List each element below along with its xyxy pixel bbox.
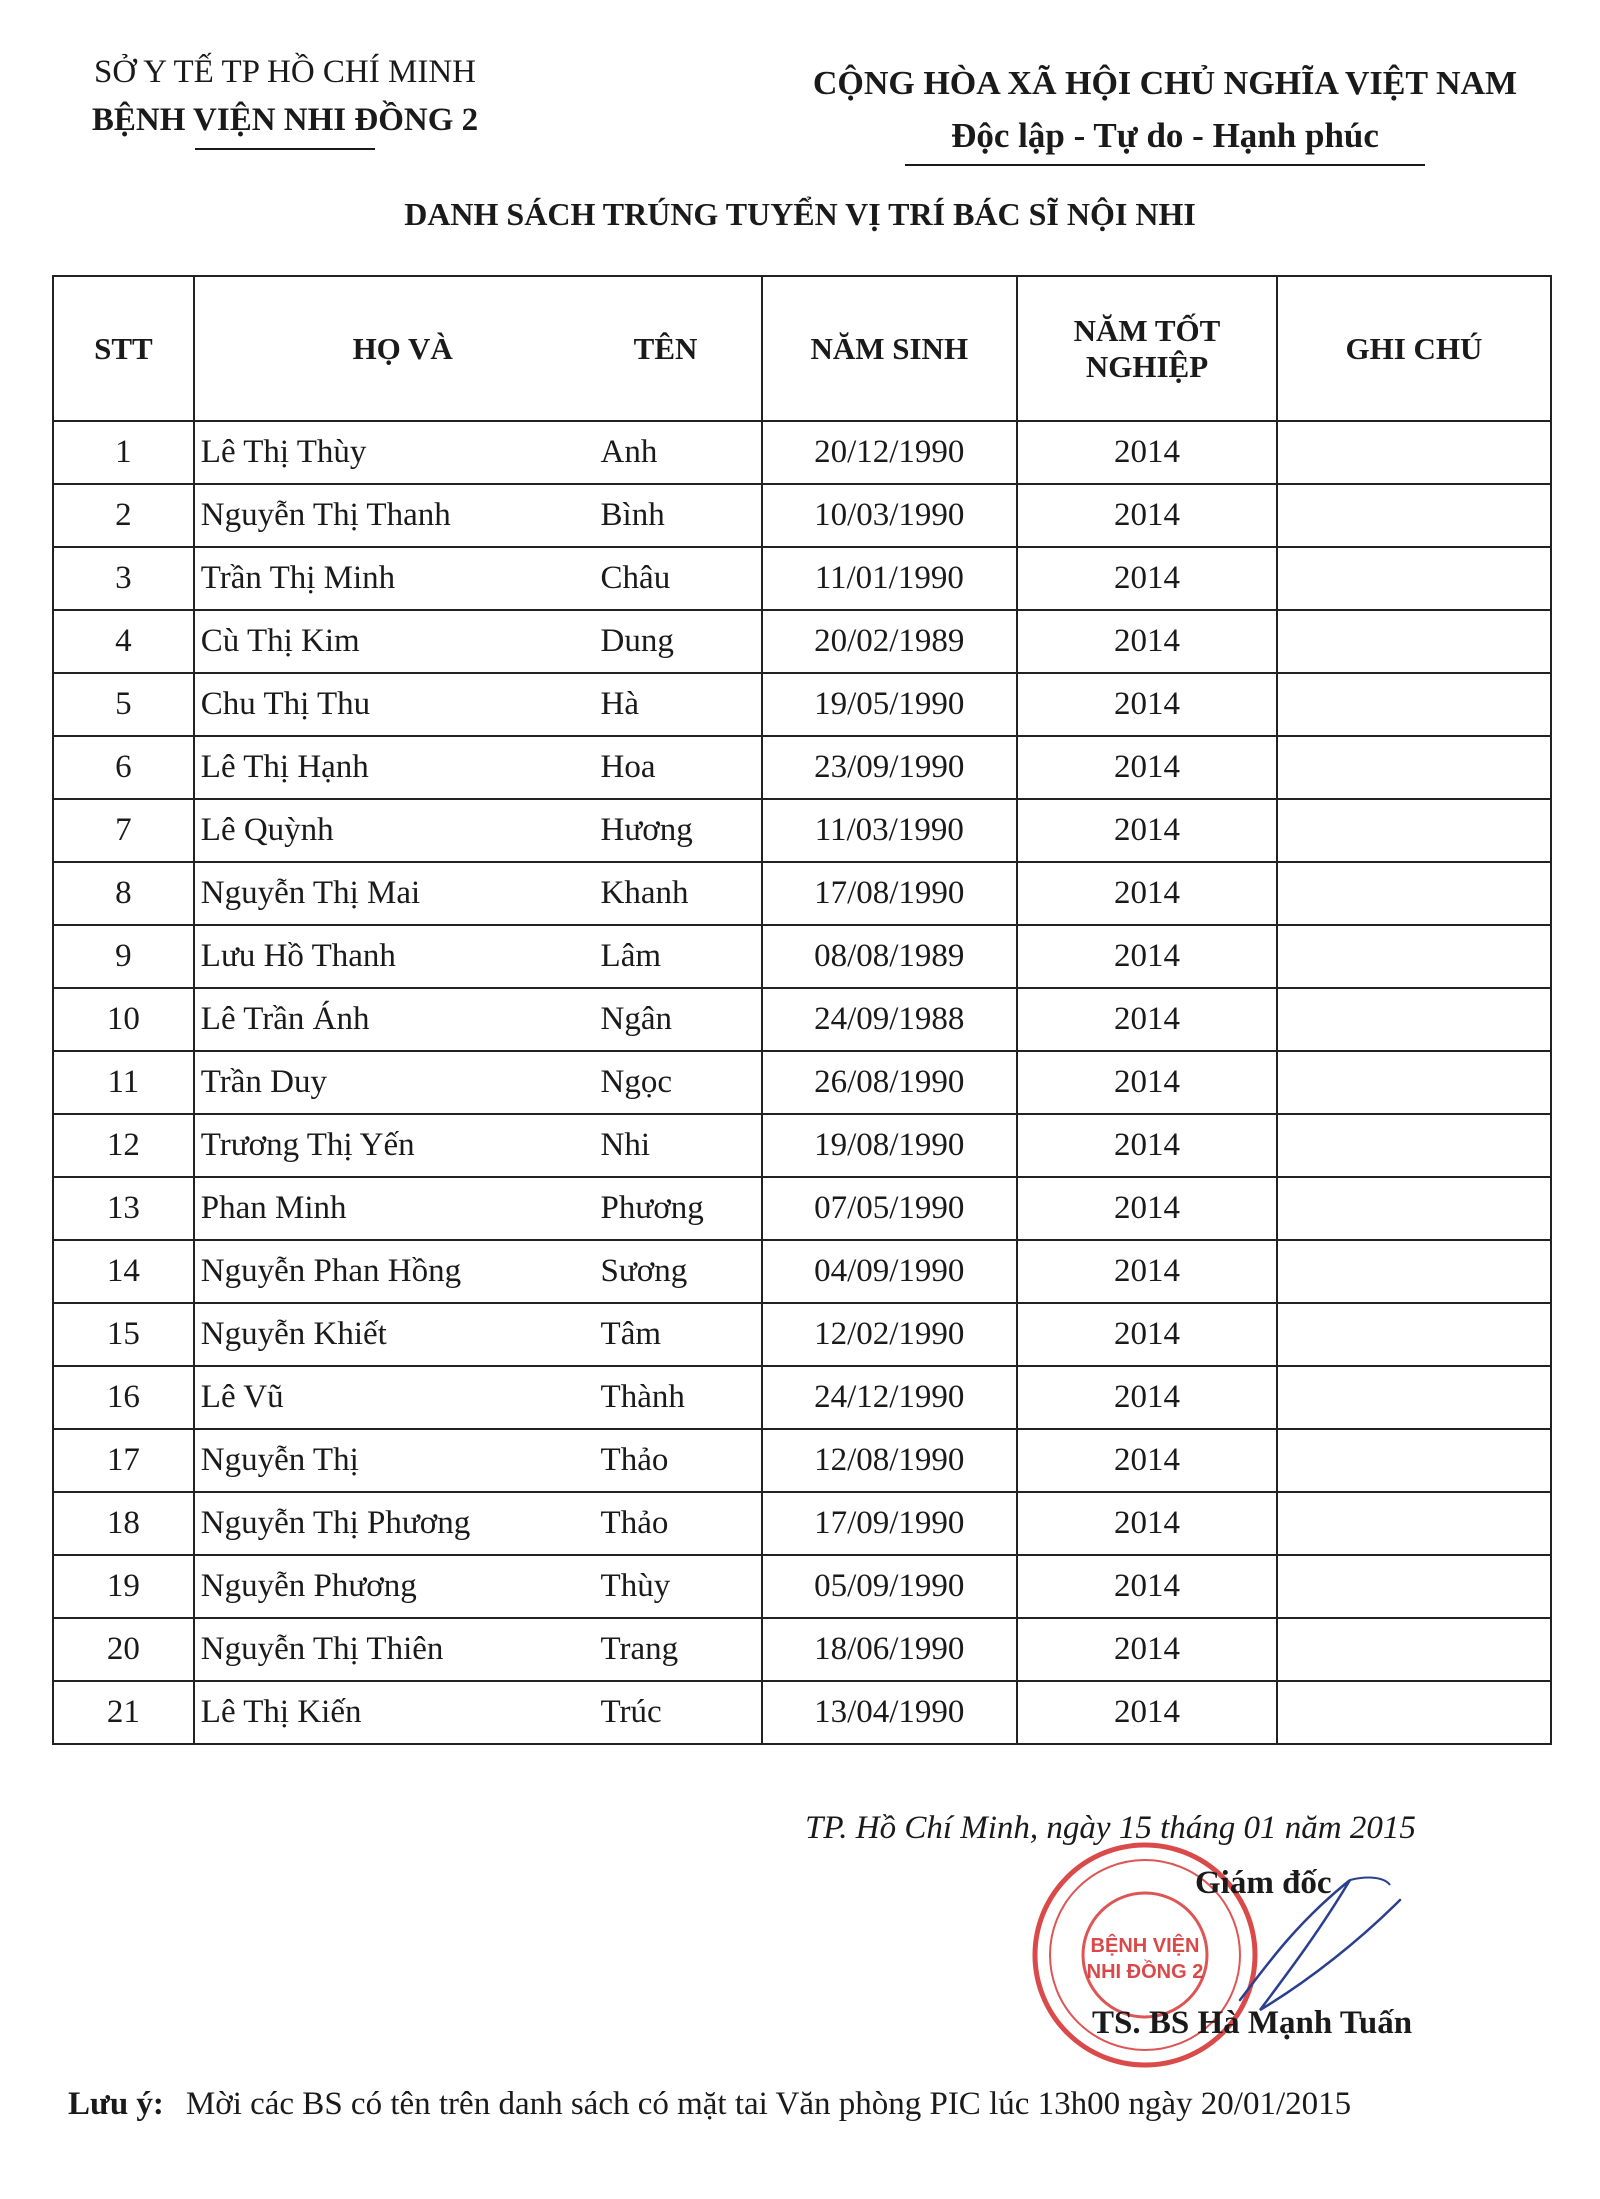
cell-note bbox=[1277, 1240, 1551, 1303]
cell-note bbox=[1277, 673, 1551, 736]
table-row bbox=[53, 1555, 1551, 1618]
table-row bbox=[53, 673, 1551, 736]
table-row bbox=[53, 1681, 1551, 1744]
cell-name bbox=[194, 1429, 762, 1492]
cell-note bbox=[1277, 799, 1551, 862]
cell-grad-year: 2014 bbox=[1017, 1114, 1277, 1177]
cell-grad-year: 2014 bbox=[1017, 1303, 1277, 1366]
table-row bbox=[53, 925, 1551, 988]
cell-name bbox=[194, 484, 762, 547]
cell-stt: 16 bbox=[53, 1366, 194, 1429]
cell-note bbox=[1277, 988, 1551, 1051]
cell-ten: Ngân bbox=[600, 1001, 673, 1037]
table-row bbox=[53, 1492, 1551, 1555]
cell-note bbox=[1277, 925, 1551, 988]
cell-grad-year: 2014 bbox=[1017, 547, 1277, 610]
cell-note bbox=[1277, 610, 1551, 673]
table-row bbox=[53, 547, 1551, 610]
cell-ho: Nguyễn Thị Phương bbox=[200, 1505, 471, 1541]
cell-name bbox=[194, 673, 762, 736]
cell-stt: 12 bbox=[53, 1114, 194, 1177]
cell-name bbox=[194, 862, 762, 925]
cell-stt: 6 bbox=[53, 736, 194, 799]
table-row bbox=[53, 1303, 1551, 1366]
cell-stt: 18 bbox=[53, 1492, 194, 1555]
cell-dob: 23/09/1990 bbox=[762, 736, 1017, 799]
cell-dob: 18/06/1990 bbox=[762, 1618, 1017, 1681]
cell-note bbox=[1277, 1492, 1551, 1555]
cell-note bbox=[1277, 862, 1551, 925]
cell-grad-year: 2014 bbox=[1017, 421, 1277, 484]
cell-name bbox=[194, 1240, 762, 1303]
cell-dob: 19/05/1990 bbox=[762, 673, 1017, 736]
table-row bbox=[53, 799, 1551, 862]
document-title: DANH SÁCH TRÚNG TUYỂN VỊ TRÍ BÁC SĨ NỘI NHI bbox=[404, 196, 1196, 232]
cell-grad-year: 2014 bbox=[1017, 673, 1277, 736]
cell-name bbox=[194, 736, 762, 799]
table-row bbox=[53, 1177, 1551, 1240]
cell-stt: 4 bbox=[53, 610, 194, 673]
cell-grad-year: 2014 bbox=[1017, 1555, 1277, 1618]
cell-stt: 19 bbox=[53, 1555, 194, 1618]
table-row bbox=[53, 988, 1551, 1051]
cell-stt: 8 bbox=[53, 862, 194, 925]
issuer-header bbox=[55, 48, 515, 150]
cell-note bbox=[1277, 1114, 1551, 1177]
table-row bbox=[53, 1618, 1551, 1681]
cell-ten: Châu bbox=[600, 560, 671, 596]
cell-ho: Lê Vũ bbox=[200, 1379, 284, 1415]
cell-stt: 11 bbox=[53, 1051, 194, 1114]
candidate-table bbox=[52, 275, 1552, 1745]
issuer-underline bbox=[195, 148, 375, 150]
table-body bbox=[53, 421, 1551, 1744]
cell-ten: Hương bbox=[600, 812, 693, 848]
cell-stt: 5 bbox=[53, 673, 194, 736]
cell-grad-year: 2014 bbox=[1017, 799, 1277, 862]
cell-dob: 12/02/1990 bbox=[762, 1303, 1017, 1366]
cell-grad-year: 2014 bbox=[1017, 1429, 1277, 1492]
cell-ho: Chu Thị Thu bbox=[200, 686, 371, 722]
cell-stt: 13 bbox=[53, 1177, 194, 1240]
cell-name bbox=[194, 1681, 762, 1744]
cell-dob: 04/09/1990 bbox=[762, 1240, 1017, 1303]
cell-ten: Nhi bbox=[600, 1127, 651, 1163]
cell-grad-year: 2014 bbox=[1017, 736, 1277, 799]
cell-ten: Trang bbox=[600, 1631, 679, 1667]
cell-dob: 20/12/1990 bbox=[762, 421, 1017, 484]
header-nam-tot-nghiep-line1: NĂM TỐT bbox=[1073, 312, 1221, 348]
cell-ten: Tâm bbox=[600, 1316, 662, 1352]
cell-ten: Phương bbox=[600, 1190, 704, 1226]
cell-ten: Trúc bbox=[600, 1694, 662, 1730]
cell-note bbox=[1277, 1303, 1551, 1366]
header-nam-tot-nghiep bbox=[1017, 276, 1277, 421]
cell-grad-year: 2014 bbox=[1017, 1177, 1277, 1240]
cell-ten: Thảo bbox=[600, 1505, 669, 1541]
footer-note bbox=[68, 2086, 1351, 2123]
note-text: Mời các BS có tên trên danh sách có mặt tai Văn phòng PIC lúc 13h00 ngày 20/01/2015 bbox=[185, 2086, 1352, 2122]
cell-ho: Nguyễn Thị Thiên bbox=[200, 1631, 444, 1667]
cell-dob: 07/05/1990 bbox=[762, 1177, 1017, 1240]
cell-grad-year: 2014 bbox=[1017, 925, 1277, 988]
cell-stt: 21 bbox=[53, 1681, 194, 1744]
header-stt: STT bbox=[53, 276, 194, 421]
cell-ho: Lê Thị Kiến bbox=[200, 1694, 362, 1730]
handwritten-signature bbox=[1200, 1860, 1430, 2020]
cell-ho: Trần Thị Minh bbox=[200, 560, 396, 596]
cell-ten: Thảo bbox=[600, 1442, 669, 1478]
motto-underline bbox=[905, 164, 1425, 166]
cell-grad-year: 2014 bbox=[1017, 988, 1277, 1051]
cell-name bbox=[194, 610, 762, 673]
national-motto: Độc lập - Tự do - Hạnh phúc bbox=[951, 116, 1379, 155]
cell-ten: Thùy bbox=[600, 1568, 671, 1604]
cell-note bbox=[1277, 484, 1551, 547]
cell-name bbox=[194, 1114, 762, 1177]
date-line: TP. Hồ Chí Minh, ngày 15 tháng 01 năm 2015 bbox=[805, 1810, 1416, 1846]
director-title: Giám đốc bbox=[1195, 1865, 1332, 1901]
cell-grad-year: 2014 bbox=[1017, 610, 1277, 673]
cell-ho: Lê Quỳnh bbox=[200, 812, 334, 848]
cell-ten: Bình bbox=[600, 497, 665, 533]
cell-grad-year: 2014 bbox=[1017, 1366, 1277, 1429]
cell-dob: 20/02/1989 bbox=[762, 610, 1017, 673]
cell-dob: 08/08/1989 bbox=[762, 925, 1017, 988]
cell-grad-year: 2014 bbox=[1017, 1618, 1277, 1681]
cell-name bbox=[194, 1618, 762, 1681]
cell-ten: Ngọc bbox=[600, 1064, 673, 1100]
svg-text:BỆNH VIỆN: BỆNH VIỆN bbox=[1090, 1935, 1200, 1957]
cell-name bbox=[194, 1555, 762, 1618]
table-row bbox=[53, 736, 1551, 799]
cell-stt: 14 bbox=[53, 1240, 194, 1303]
cell-ho: Nguyễn Thị Thanh bbox=[200, 497, 451, 533]
cell-grad-year: 2014 bbox=[1017, 862, 1277, 925]
cell-ho: Lê Thị Hạnh bbox=[200, 749, 369, 785]
cell-ho: Lê Thị Thùy bbox=[200, 434, 367, 470]
cell-note bbox=[1277, 421, 1551, 484]
table-row bbox=[53, 484, 1551, 547]
cell-stt: 9 bbox=[53, 925, 194, 988]
header-nam-sinh: NĂM SINH bbox=[762, 276, 1017, 421]
cell-name bbox=[194, 421, 762, 484]
cell-ho: Trần Duy bbox=[200, 1064, 328, 1100]
cell-note bbox=[1277, 1429, 1551, 1492]
cell-note bbox=[1277, 1177, 1551, 1240]
cell-note bbox=[1277, 547, 1551, 610]
cell-dob: 10/03/1990 bbox=[762, 484, 1017, 547]
table-row bbox=[53, 1366, 1551, 1429]
cell-name bbox=[194, 1051, 762, 1114]
cell-note bbox=[1277, 1681, 1551, 1744]
cell-dob: 12/08/1990 bbox=[762, 1429, 1017, 1492]
cell-stt: 3 bbox=[53, 547, 194, 610]
cell-ho: Nguyễn Phan Hồng bbox=[200, 1253, 462, 1289]
cell-grad-year: 2014 bbox=[1017, 1681, 1277, 1744]
national-name: CỘNG HÒA XÃ HỘI CHỦ NGHĨA VIỆT NAM bbox=[812, 65, 1518, 102]
cell-ho: Trương Thị Yến bbox=[200, 1127, 415, 1163]
signer-name: TS. BS Hà Mạnh Tuấn bbox=[1092, 2005, 1413, 2041]
cell-name bbox=[194, 1303, 762, 1366]
cell-dob: 17/08/1990 bbox=[762, 862, 1017, 925]
cell-note bbox=[1277, 1618, 1551, 1681]
cell-dob: 17/09/1990 bbox=[762, 1492, 1017, 1555]
cell-stt: 1 bbox=[53, 421, 194, 484]
cell-stt: 7 bbox=[53, 799, 194, 862]
cell-stt: 2 bbox=[53, 484, 194, 547]
cell-name bbox=[194, 799, 762, 862]
cell-dob: 13/04/1990 bbox=[762, 1681, 1017, 1744]
cell-name bbox=[194, 1492, 762, 1555]
header-ho-va: HỌ VÀ bbox=[352, 330, 453, 366]
cell-ten: Hoa bbox=[600, 749, 656, 785]
cell-stt: 20 bbox=[53, 1618, 194, 1681]
cell-ten: Hà bbox=[600, 686, 640, 722]
cell-ho: Lê Trần Ánh bbox=[200, 1001, 370, 1037]
table-row bbox=[53, 1429, 1551, 1492]
cell-ho: Nguyễn Thị Mai bbox=[200, 875, 421, 911]
cell-note bbox=[1277, 736, 1551, 799]
cell-ho: Nguyễn Khiết bbox=[200, 1316, 387, 1352]
header-ten: TÊN bbox=[633, 330, 698, 366]
issuer-department: SỞ Y TẾ TP HỒ CHÍ MINH bbox=[94, 54, 476, 90]
cell-name bbox=[194, 925, 762, 988]
cell-ten: Thành bbox=[600, 1379, 685, 1415]
table-header-row bbox=[53, 276, 1551, 421]
cell-name bbox=[194, 547, 762, 610]
cell-stt: 10 bbox=[53, 988, 194, 1051]
cell-ten: Lâm bbox=[600, 938, 662, 974]
cell-note bbox=[1277, 1555, 1551, 1618]
issuer-hospital: BỆNH VIỆN NHI ĐỒNG 2 bbox=[91, 102, 479, 138]
table-row bbox=[53, 1114, 1551, 1177]
cell-stt: 15 bbox=[53, 1303, 194, 1366]
cell-dob: 19/08/1990 bbox=[762, 1114, 1017, 1177]
header-ghi-chu: GHI CHÚ bbox=[1277, 276, 1551, 421]
cell-stt: 17 bbox=[53, 1429, 194, 1492]
cell-dob: 11/01/1990 bbox=[762, 547, 1017, 610]
cell-note bbox=[1277, 1051, 1551, 1114]
note-label: Lưu ý: bbox=[68, 2086, 164, 2122]
cell-ten: Khanh bbox=[600, 875, 689, 911]
cell-ho: Lưu Hồ Thanh bbox=[200, 938, 396, 974]
cell-name bbox=[194, 1366, 762, 1429]
cell-grad-year: 2014 bbox=[1017, 1492, 1277, 1555]
cell-ho: Nguyễn Phương bbox=[200, 1568, 417, 1604]
header-nam-tot-nghiep-line2: NGHIỆP bbox=[1085, 348, 1209, 384]
cell-ten: Anh bbox=[600, 434, 658, 470]
cell-name bbox=[194, 988, 762, 1051]
cell-note bbox=[1277, 1366, 1551, 1429]
header-name bbox=[194, 276, 762, 421]
table-row bbox=[53, 1240, 1551, 1303]
cell-ho: Cù Thị Kim bbox=[200, 623, 360, 659]
cell-grad-year: 2014 bbox=[1017, 484, 1277, 547]
cell-dob: 11/03/1990 bbox=[762, 799, 1017, 862]
table-row bbox=[53, 421, 1551, 484]
svg-text:NHI ĐỒNG 2: NHI ĐỒNG 2 bbox=[1086, 1961, 1204, 1983]
cell-ten: Dung bbox=[600, 623, 674, 659]
cell-ho: Phan Minh bbox=[200, 1190, 347, 1226]
cell-grad-year: 2014 bbox=[1017, 1240, 1277, 1303]
table-row bbox=[53, 610, 1551, 673]
cell-grad-year: 2014 bbox=[1017, 1051, 1277, 1114]
table-row bbox=[53, 862, 1551, 925]
cell-dob: 24/12/1990 bbox=[762, 1366, 1017, 1429]
cell-dob: 26/08/1990 bbox=[762, 1051, 1017, 1114]
cell-ten: Sương bbox=[600, 1253, 688, 1289]
cell-name bbox=[194, 1177, 762, 1240]
national-header bbox=[775, 58, 1555, 166]
table-row bbox=[53, 1051, 1551, 1114]
cell-ho: Nguyễn Thị bbox=[200, 1442, 359, 1478]
cell-dob: 24/09/1988 bbox=[762, 988, 1017, 1051]
cell-dob: 05/09/1990 bbox=[762, 1555, 1017, 1618]
